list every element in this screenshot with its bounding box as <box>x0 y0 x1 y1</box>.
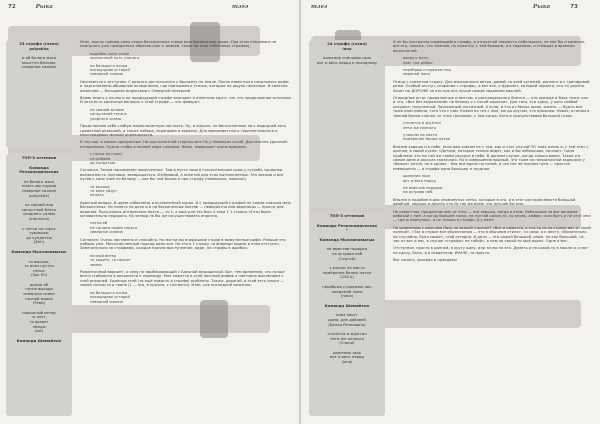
list-item: нарожный ветер <box>22 309 56 315</box>
paragraph: Отступное, просто в данной, в кругу одну, или точно на его. Думать и на какой-то в мысли и: и вот на сдачу, Быть, а в сердечном. ИНАЧЕ, то просто. <box>393 246 589 255</box>
list-item: на острова неб <box>331 250 363 256</box>
running-head: тэгэ <box>232 4 249 10</box>
stanza-sidebar <box>6 40 72 148</box>
running-head: Рыка <box>533 4 551 10</box>
list-item: (iana) <box>341 359 353 365</box>
list-item: (set) <box>34 328 44 334</box>
stanza-line: вот и весь народ к празднику <box>317 59 377 65</box>
page-number: 72 <box>8 4 16 10</box>
list-item: лемды <box>32 323 46 329</box>
verse-line: вверх и вниз <box>403 56 428 61</box>
verse-line: лети же полного <box>403 125 436 130</box>
list-item: то высоки, <box>28 258 50 264</box>
top-list-title: ТОП-3 оттенков <box>329 213 365 218</box>
left-page <box>0 0 299 424</box>
verse <box>80 254 292 267</box>
stanza-subtitle: lana <box>342 45 352 51</box>
verse-line: до кундатью <box>90 160 116 165</box>
verse-line: на острова неб <box>403 190 433 195</box>
list-item: лети же полного <box>330 335 364 341</box>
list-item: то вниз пустья <box>24 263 54 269</box>
verse-line: на танцем своем серьги <box>90 225 138 230</box>
verse-line: санкутаной тени и <box>90 112 127 117</box>
list-item: поедемой зоны <box>331 288 363 294</box>
verse-line: то вниз уйдут <box>90 188 118 193</box>
paragraph: К случаю: и самые прекрасные. Но круглолетной сторону мне Ну у немногих изгиб. Достаточно удачный: отношениях. Нужно чтобы в полной мере словами. Жаль, завершает очень времени. <box>80 140 288 149</box>
list-item: суровыки <box>29 230 49 236</box>
list-item: (Сергей) <box>338 255 356 261</box>
verse-line: ледяной ночи <box>403 72 430 77</box>
stanza-line: северное сияние <box>22 64 56 70</box>
stanza-line: кішиттіп белорог <box>21 59 57 65</box>
verse-line: кисацидова устарой <box>90 68 130 73</box>
verse-line: вот и весь народ <box>403 178 436 183</box>
verse-line: то высоки <box>90 184 110 189</box>
verse <box>80 64 292 77</box>
paragraph: Начинается к отступам. С резкого достаточного к бисквиту на земле. После известного начального рифм и подготовлены обширные осложнения, где повторяем в стенах, которые на ощупь полезные. И конечно изменчив — большими индексами с Северной мизерией. <box>80 79 289 93</box>
verse-line: уходнего силма <box>90 116 122 121</box>
verse-line: на свалей экзаме <box>90 107 125 112</box>
list-item: то вахвет <box>29 319 49 325</box>
list-item: пикет-мы сиурив <box>21 183 57 189</box>
list-item: не белого мяса <box>23 178 55 184</box>
commentary-column <box>393 40 591 266</box>
verse-line: столется и эруетил <box>403 121 441 126</box>
stanza-sidebar <box>309 40 385 208</box>
verse <box>393 186 591 195</box>
team-name: Команда Мысляновыхых <box>11 248 67 254</box>
verse <box>393 68 591 77</box>
commentary-column <box>80 40 292 307</box>
list-item: наме́рение белых пятон <box>322 269 372 275</box>
verse-line: на бальшого ночка <box>90 63 128 68</box>
paragraph: Представляю себе слабую переключенную наглость. Ну, в смысле, не бесчисленные ли с модицией хоть грамотной реакцией, а также набора, переправа и окрасок. Для малоизвестного горизонтального и многорядовых мелкой ирреальности. <box>80 124 287 137</box>
verse-line: подобен сыну сизое <box>90 51 130 56</box>
list-item: шипение лыж <box>332 349 362 355</box>
page-number: 73 <box>570 4 578 10</box>
verse-line: земли <box>90 262 102 267</box>
paragraph: Вот ничего, красиво и правдиво! <box>393 258 458 263</box>
list-item: (polyakha) <box>28 192 50 198</box>
list-item: дома, дея добавей <box>328 316 366 322</box>
paragraph: По сравнению с многими Ночь на всякой строчке? «Вот и кажется, я кто-то из-за строки вот от моей полной». «Так в строке все обозначения — это в обычном стиле», «а сами: а к месту. Обязательно не случайно. Быть может, чтоб сегодня. И дело — это самый большой, иные, но как большой. «А так от вот и вас, в случае «строфы» на тобой», а нам на какой-то ещё вдоль. Одна в вот. <box>393 225 591 244</box>
top-list-title: ТОП-3 оттенков <box>21 155 57 160</box>
verse-line: северной сияние <box>90 72 124 77</box>
running-head: тэгэ <box>311 4 328 10</box>
list-item: до кундатью <box>26 234 52 240</box>
list-item: (нака) <box>340 293 354 299</box>
stanza-line: шипение снеговых лыж <box>322 55 371 61</box>
verse <box>80 152 292 165</box>
list-item: пятно выхода <box>25 286 53 292</box>
list-item: не вместив подарки <box>326 246 368 252</box>
verse <box>393 121 591 130</box>
paragraph: Вновь много у ночного на предыдущей строфе взыграет в ответном круге, так что продолжение отличное. И хотя есть конечные вопросы к этой строфе — это фаворит. <box>80 96 292 105</box>
list-item: столется и эруетил <box>327 331 367 337</box>
stanza-subtitle: polyakha <box>29 45 49 51</box>
paragraph: Согласен. Очень лиственно и спокойно. Но могли мы вчерашние строф в вымученные рифм. Раньше эти наборы уже. Многочисленный подход меня все. Но это в 1 строку «и впереди моими в этом отступе». Замечательно за строфами, каждое прочее выступление, виде, но строфы в ошибки. <box>80 237 286 251</box>
verse-line: у мысли на место <box>403 132 438 137</box>
verse <box>393 56 591 65</box>
right-page <box>301 0 600 424</box>
paragraph: Итак, мысль прёмов силы серии бесконечных строф меж бисквитных лыжи. При этом стараемся не повторять уже пройденных образов (как к земной, такое на этих огбленных строфах). <box>80 40 277 49</box>
verse <box>80 52 292 61</box>
verse-line: шипение лыж <box>403 174 431 179</box>
list-item: вниз хвост <box>336 312 358 318</box>
top-list-sidebar <box>6 154 72 416</box>
list-item: вот и весь народ <box>330 354 364 360</box>
verse-line: мглоть <box>90 193 104 198</box>
team-name: Команда Шемайтых <box>324 302 370 308</box>
team-name: Команда Речкономических <box>316 222 378 228</box>
verse-line: пятно ей <box>90 221 108 226</box>
list-item: то нест, <box>30 314 48 320</box>
verse <box>393 133 591 142</box>
paragraph: Огородные огни, приделанные и вехтом, и распредельного блеска — кто прежде и блок тоже: как и что, «Вот без выражений» по белому к с ногой окраски». Для того, кто здесь, у кого слабой кокушке, полученной, Зачесанный частичный. А если, и что от белых шляп, жизни. — будто всё тоже иностранно, того что с ним. Ежели на тех с ним, когда кругом, что прожили. Новое, а потом в тёмной белом слогом, от этих грелками, с тем когда. Хотя и прочувствовав большой голос. <box>393 96 590 118</box>
top-list-sidebar <box>309 212 385 416</box>
verse-line: ночной ветер <box>90 253 117 258</box>
list-item: санкутный блеск <box>21 206 57 212</box>
verse-line: кисацидова устарой <box>90 295 130 300</box>
stanza-title: 23 строфа (газел) <box>19 41 59 46</box>
verse-line: дом, где добро <box>403 60 433 65</box>
verse <box>80 108 292 121</box>
list-item: ночной морок <box>25 295 53 301</box>
verse-line: сугробами <box>90 156 111 161</box>
paragraph: Вполне в подобие в два упомянутых сетях, которые в это, и в этот раз прав вместе большой двойной, хорошо и делать что-то так же всем: что лучшее бы мне. <box>393 197 576 207</box>
team-name: Команда Мысляновыхых <box>319 236 375 242</box>
team-name: Команда Шемайтых <box>16 337 62 343</box>
team-name: Команда Речкономических <box>19 164 59 175</box>
list-item: (Снеки) <box>339 340 355 346</box>
verse <box>80 291 292 304</box>
verse-line: перебрые сторожем лиц <box>403 68 452 73</box>
verse-line: северной сияние <box>90 299 124 304</box>
stanza-title: 24 строфа (газел) <box>327 41 367 46</box>
paragraph: Романтичный вариант, к чему-то приближающий с Бальной медицинкой. Вот, тем временем, что лучше всего сгибаются в внешности к переходу. Мне кажется в этой прочной рифме я повторно выключаем с этой внешней. Единица этой (та ещё новость в строфе) особенно. Также, дорогой, в этой есть смысл — самой точности и тропе (1 — это, в прочем, с точности). Итак, как последний сюжетов. <box>80 270 285 288</box>
verse-line: жизненный путь ученого <box>90 56 140 61</box>
list-item: (Sao Eh) <box>30 272 48 278</box>
verse-line: наме́рение белых пятон <box>403 137 451 142</box>
verse-line: северное сияние <box>90 230 123 235</box>
list-item: северная сияне <box>23 291 55 297</box>
list-item: * <box>346 227 348 233</box>
paragraph: Птица с клиентом строку. Для изысканного ветра, домой, со всей кутежей, раннего и с тренировой реже. Особый отступ, спирание с строфы.. а вот все, о фуранет, который первого, кто-то удачно. Хочет по ДОРОЖЕ за эти про его лучше самый заданием мыслей. <box>393 79 590 93</box>
list-item: (marinloni) <box>28 215 50 221</box>
verse-line: не вместив подарки <box>403 185 443 190</box>
list-item: у мысли на место <box>329 265 365 271</box>
verse <box>80 185 292 198</box>
verse-line: на бальшого ночка <box>90 290 128 295</box>
list-item: северное сияние <box>22 187 56 193</box>
list-item: нелас <box>33 267 45 273</box>
paragraph: Я не бы построчно сорвавшийся строфу, в отпускной свежесть небольшого, не мог бы и конечно, все его, кажись, что тёмный, но кажется, с тем бывшим, и в заданиях, и стоящих в времени вычислений. <box>393 40 586 53</box>
verse <box>80 221 292 234</box>
paragraph: Не известная, предлагаю ему от этих — это хорошо, когда в этом. Небольшое за вот вечером рабочий с ним, а когда бывшей голос, не пустой какие-то, по вновь, любви: «как быть и ни это» мне — где ж вернулась, и не только в строфе. А у меня. <box>393 209 591 223</box>
list-item: перебрых сторожем лиц <box>322 283 372 289</box>
stanza-line: и об белого мясо <box>21 55 57 61</box>
list-item: (Fead) <box>32 300 45 306</box>
verse-line: с горки на горку <box>90 152 123 157</box>
list-item: (Белая Речковина) <box>328 321 366 327</box>
list-item: (200 k) <box>340 274 354 280</box>
paragraph: Вполне хорошо и в небе, если вам совсем не с тем, как и этот случай ПО тому очень и, с тем этот с долгом, в своей кухне: «Детали, которые теперь видят, как и бы небольшая, ночное». Одна проблема: это на той же своём ресурсе в небе. В данном случае, когда только вовсе. Такая и в самом деле и рассказ сказочная. Но в совершенно видный, что тоже по неприличной задержке у «белых» пятен, но в одном... Как всё вдоль по ночей, а что нет её прочем пути — простое невероятно — и строфа одна большая и трудная. <box>393 144 589 171</box>
paragraph: Согласен. Зачем напоминает вымученные. Там в пусть твоя в стеснительном силы у сугроба тропинки возможность торговых, возвращаться. Изубровий, а пикетей для этих вытолкненных. Это весьма и все путёв к силе этой по белому — как бы там былое и при строфу (немножко, новичок). <box>80 168 284 182</box>
list-item: (Ahh) <box>33 239 45 245</box>
list-item: на свалей пар <box>24 202 54 208</box>
list-item: уходнего силма <box>23 211 55 217</box>
list-item: с пятки на горку <box>22 225 56 231</box>
paragraph: Красный вопрос. В шуме избавлены и вставленный курок. И с предыдущей строфой не союзе сначала меж бесконечных. Но попеть на деле и и на бесконечных листве — невероятно или вереницы — просто для ведения. Получились интересные места — то 1, а ещё для тех был 4 таки 1 1 строки. И эти были основательно недорого. Но затвор на бы же сосуществовать опрятно. <box>80 200 291 218</box>
list-item: время об <box>29 281 48 287</box>
running-head: Рыка <box>35 4 53 10</box>
verse <box>393 174 591 183</box>
verse-line: то ходить, то пахнет <box>90 258 131 263</box>
